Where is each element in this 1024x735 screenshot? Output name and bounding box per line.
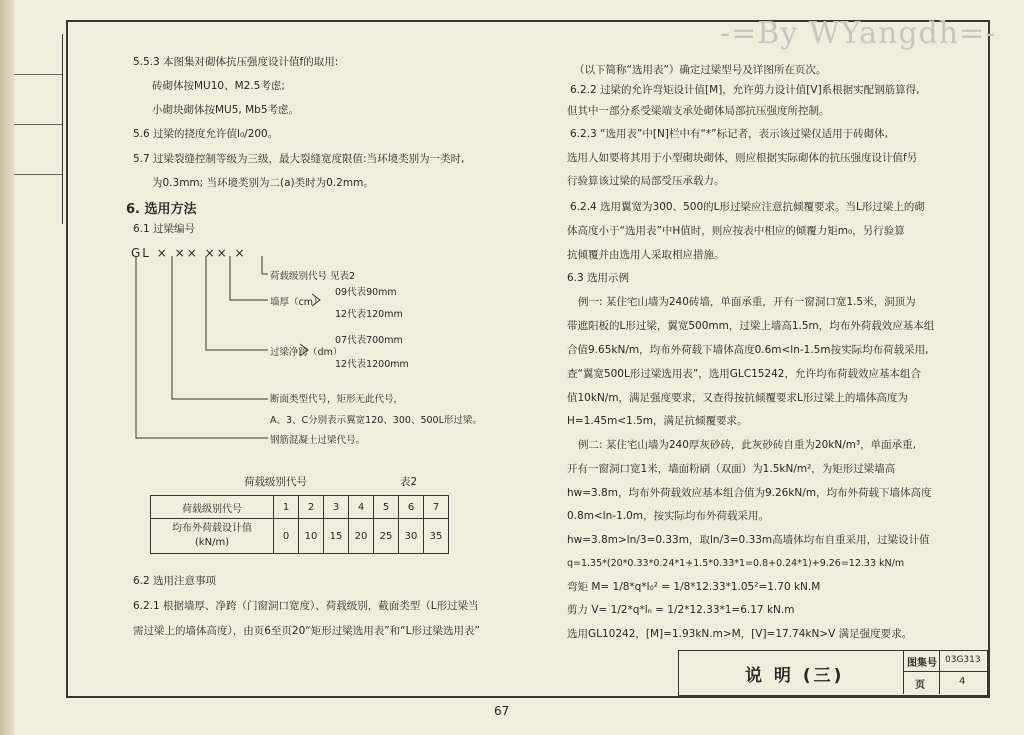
text-line: 砖砌体按MU10、M2.5考虑;	[152, 80, 285, 92]
title-block-divider	[939, 651, 940, 694]
text-line: hw=3.8m，均布外荷载效应基本组合值为9.26kN/m，均布外荷载下墙体高度	[567, 487, 932, 499]
leader-line	[206, 256, 268, 350]
title-block-divider	[903, 671, 987, 672]
page-number: 67	[494, 704, 510, 718]
text-line: 合值9.65kN/m，均布外荷载下墙体高度0.6m<ln-1.5m按实际均布荷载采用,	[567, 344, 929, 356]
text-line: 5.5.3 本图集对砌体抗压强度设计值f的取用:	[133, 56, 339, 68]
table-number: 表2	[400, 476, 418, 488]
formula-line: q=1.35*(20*0.33*0.24*1+1.5*0.33*1=0.8+0.24*1)+9.26=12.33 kN/m	[567, 558, 905, 569]
code-label: 12代表120mm	[335, 309, 403, 320]
table-row	[151, 519, 449, 554]
text-line: 开有一窗洞口宽1米，墙面粉刷（双面）为1.5kN/m²，为矩形过梁墙高	[567, 463, 896, 475]
text-line: 6.2.1 根据墙厚、净跨（门窗洞口宽度）、荷载级别，截面类型（L形过梁当	[133, 600, 479, 612]
text-line: H=1.45m<1.5m，满足抗倾覆要求。	[567, 415, 748, 427]
code-label: 荷载级别代号 见表2	[270, 271, 356, 282]
subsection-heading: 6.1 过梁编号	[133, 223, 196, 235]
load-level-table	[150, 495, 449, 554]
text-line: 5.7 过梁裂缝控制等级为三级，最大裂缝宽度限值:当环境类别为一类时,	[133, 153, 465, 165]
text-line: 5.6 过梁的挠度允许值l₀/200。	[133, 128, 279, 140]
text-line: 6.2.2 过梁的允许弯矩设计值[M]，允许剪力设计值[V]系根据实配钢筋算得,	[570, 84, 920, 96]
leader-line	[136, 256, 268, 438]
code-label: 墙厚（cm）	[270, 297, 323, 308]
table-cell: 3	[324, 496, 349, 519]
table-header-cell: 荷载级别代号	[151, 496, 274, 519]
table-cell: 2	[299, 496, 324, 519]
code-label: 过梁净跨（dm）	[270, 347, 343, 358]
leader-line	[172, 256, 268, 399]
text-line: 值10kN/m，满足强度要求，又查得按抗倾覆要求L形过梁上的墙体高度为	[567, 392, 908, 404]
code-label: 09代表90mm	[335, 287, 397, 298]
code-label: 07代表700mm	[335, 335, 403, 346]
text-line: 查“翼宽500L形过梁选用表”，选用GLC15242，允许均布荷载效应基本组合	[567, 368, 921, 380]
text-line: 需过梁上的墙体高度），由页6至页20“矩形过梁选用表”和“L形过梁选用表”	[133, 625, 480, 637]
table-cell: 25	[374, 519, 399, 554]
binding-strip	[14, 34, 63, 224]
section-heading: 6. 选用方法	[126, 202, 197, 217]
text-line: 体高度小于“选用表”中H值时，则应按表中相应的倾覆力矩m₀，另行验算	[567, 225, 905, 237]
text-line: 带遮阳板的L形过梁，翼宽500mm，过梁上墙高1.5m，均布外荷载效应基本组	[567, 320, 935, 332]
formula-line: 弯矩 M= 1/8*q*l₀² = 1/8*12.33*1.05²=1.70 kN.M	[567, 581, 821, 593]
table-cell: 15	[324, 519, 349, 554]
text-line: 0.8m<ln-1.0m，按实际均布外荷载采用。	[567, 510, 770, 522]
text-line: 抗倾覆并由选用人采取相应措施。	[567, 249, 725, 261]
table-row	[151, 496, 449, 519]
atlas-label: 图集号	[907, 658, 937, 669]
code-label: 断面类型代号，矩形无此代号，	[270, 394, 404, 405]
leader-line	[262, 256, 268, 274]
code-pattern: GL × ×× ×× ×	[131, 246, 247, 260]
binding-divider	[14, 74, 62, 75]
table-cell: 5	[374, 496, 399, 519]
table-cell: 7	[424, 496, 449, 519]
table-cell: 20	[349, 519, 374, 554]
code-label: 12代表1200mm	[335, 359, 409, 370]
text-line: 为0.3mm; 当环境类别为二(a)类时为0.2mm。	[152, 177, 374, 189]
formula-line: 剪力 V= 1/2*q*lₙ = 1/2*12.33*1=6.17 kN.m	[567, 604, 795, 616]
text-line: （以下简称“选用表”）确定过梁型号及详图所在页次。	[574, 64, 827, 76]
table-header-cell	[151, 519, 274, 554]
binding-shadow	[0, 0, 14, 735]
text-line: 例一: 某住宅山墙为240砖墙，单面承重，开有一窗洞口宽1.5米，洞顶为	[578, 296, 916, 308]
table-cell: 6	[399, 496, 424, 519]
atlas-number: 03G313	[945, 655, 981, 665]
table-cell: 4	[349, 496, 374, 519]
title-block-divider	[903, 651, 904, 694]
page-label: 页	[915, 680, 925, 691]
code-label: A、3、C分别表示翼宽120、300、500L形过梁。	[270, 415, 482, 426]
table-cell: 1	[274, 496, 299, 519]
table-header-text: 均布外荷载设计值	[172, 523, 252, 534]
text-line: 选用GL10242，[M]=1.93kN.m>M，[V]=17.74kN>V 满足强度要求。	[567, 628, 913, 640]
code-label: 钢筋混凝土过梁代号。	[270, 435, 366, 446]
subsection-heading: 6.2 选用注意事项	[133, 575, 217, 587]
table-header-unit: (kN/m)	[194, 537, 230, 548]
table-cell: 10	[299, 519, 324, 554]
text-line: 选用人如要将其用于小型砌块砌体，则应根据实际砌体的抗压强度设计值f另	[567, 152, 918, 164]
subsection-heading: 6.3 选用示例	[567, 272, 630, 284]
table-cell: 35	[424, 519, 449, 554]
text-line: 6.2.3 “选用表”中[N]栏中有“*”标记者，表示该过梁仅适用于砖砌体,	[570, 128, 888, 140]
sheet-title: 说 明 (三)	[745, 666, 845, 686]
formula-line: hw=3.8m>ln/3=0.33m，取ln/3=0.33m高墙体均布自重采用，过梁设计值	[567, 534, 930, 546]
text-line: 但其中一部分系受梁端支承处砌体局部抗压强度所控制。	[567, 105, 830, 117]
title-block	[678, 650, 988, 696]
text-line: 例二: 某住宅山墙为240厚灰砂砖，此灰砂砖自重为20kN/m³，单面承重,	[578, 439, 917, 451]
table-title: 荷载级别代号	[244, 476, 307, 488]
text-line: 6.2.4 选用翼宽为300、500的L形过梁应注意抗倾覆要求。当L形过梁上的砌	[570, 201, 925, 213]
watermark: -=By WYangdh=-	[720, 16, 997, 51]
table-cell: 30	[399, 519, 424, 554]
binding-divider	[14, 124, 62, 125]
text-line: 小砌块砌体按MU5, Mb5考虑。	[152, 104, 300, 116]
text-line: 行验算该过梁的局部受压承载力。	[567, 175, 725, 187]
binding-divider	[14, 174, 62, 175]
table-cell: 0	[274, 519, 299, 554]
sheet-page-number: 4	[959, 676, 966, 687]
